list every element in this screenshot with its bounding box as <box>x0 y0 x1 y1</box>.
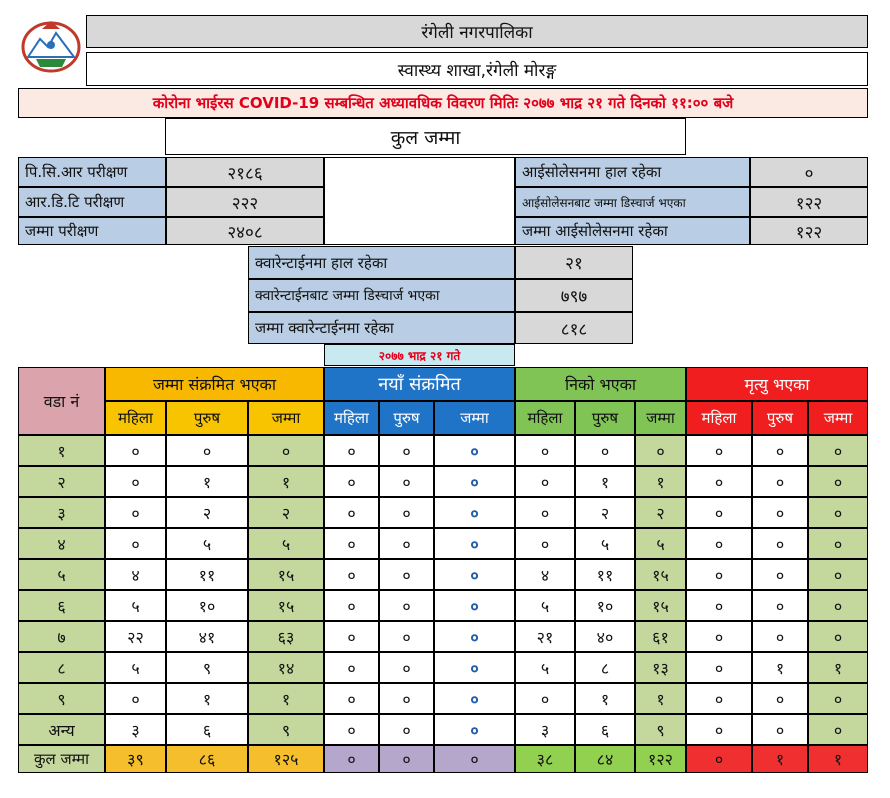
cell-deaths-total: ० <box>808 466 868 497</box>
cell-deaths-male: ० <box>752 621 808 652</box>
cell-recovered-male: ० <box>575 435 635 466</box>
cell-infected-female: ५ <box>105 652 166 683</box>
tests-total-value: २४०८ <box>166 217 324 245</box>
cell-new-male: ० <box>379 683 434 714</box>
total-deaths-female: ० <box>686 745 752 773</box>
cell-new-total: ० <box>434 621 515 652</box>
group-deaths: मृत्यु भएका <box>686 367 868 401</box>
cell-infected-female: ० <box>105 683 166 714</box>
cell-infected-female: २२ <box>105 621 166 652</box>
subheader-recovered-male: पुरुष <box>575 401 635 435</box>
subheader-new-male: पुरुष <box>379 401 434 435</box>
cell-infected-total: ५ <box>248 528 324 559</box>
cell-recovered-total: ५ <box>635 528 686 559</box>
cell-recovered-male: ५ <box>575 528 635 559</box>
cell-new-total: ० <box>434 652 515 683</box>
total-infected-male: ८६ <box>166 745 248 773</box>
cell-infected-total: १ <box>248 683 324 714</box>
cell-deaths-male: ० <box>752 466 808 497</box>
ward-cell: ८ <box>18 652 105 683</box>
cell-infected-total: १५ <box>248 590 324 621</box>
cell-new-male: ० <box>379 435 434 466</box>
cell-infected-male: ५ <box>166 528 248 559</box>
cell-deaths-male: ० <box>752 714 808 745</box>
cell-recovered-female: ० <box>515 528 575 559</box>
total-new-total: ० <box>434 745 515 773</box>
cell-new-female: ० <box>324 714 379 745</box>
cell-infected-total: ६३ <box>248 621 324 652</box>
cell-recovered-male: ६ <box>575 714 635 745</box>
cell-new-total: ० <box>434 559 515 590</box>
cell-new-female: ० <box>324 621 379 652</box>
group-new: नयाँ संक्रमित <box>324 367 515 401</box>
cell-deaths-total: ० <box>808 435 868 466</box>
cell-infected-male: २ <box>166 497 248 528</box>
cell-recovered-male: ११ <box>575 559 635 590</box>
quarantine-discharged-label: क्वारेन्टाईनबाट जम्मा डिस्चार्ज भएका <box>248 279 515 312</box>
quarantine-total-value: ८१८ <box>515 312 633 344</box>
cell-new-total: ० <box>434 590 515 621</box>
rdt-value: २२२ <box>166 187 324 217</box>
cell-recovered-female: २१ <box>515 621 575 652</box>
isolation-current-label: आईसोलेसनमा हाल रहेका <box>515 157 750 187</box>
isolation-discharged-label: आईसोलेसनबाट जम्मा डिस्चार्ज भएका <box>515 187 750 217</box>
cell-deaths-male: १ <box>752 652 808 683</box>
cell-infected-male: १ <box>166 466 248 497</box>
cell-deaths-total: ० <box>808 621 868 652</box>
ward-cell: ४ <box>18 528 105 559</box>
cell-infected-total: १४ <box>248 652 324 683</box>
cell-deaths-total: ० <box>808 714 868 745</box>
subheader-deaths-male: पुरुष <box>752 401 808 435</box>
cell-new-female: ० <box>324 528 379 559</box>
pcr-value: २१८६ <box>166 157 324 187</box>
cell-deaths-male: ० <box>752 497 808 528</box>
cell-new-total: ० <box>434 435 515 466</box>
ward-cell: ६ <box>18 590 105 621</box>
total-deaths-total: १ <box>808 745 868 773</box>
cell-infected-female: ० <box>105 466 166 497</box>
blank-box <box>324 157 515 245</box>
cell-recovered-total: १५ <box>635 559 686 590</box>
cell-infected-female: ० <box>105 435 166 466</box>
tests-total-label: जम्मा परीक्षण <box>18 217 166 245</box>
subheader-new-female: महिला <box>324 401 379 435</box>
cell-new-total: ० <box>434 683 515 714</box>
group-infected: जम्मा संक्रमित भएका <box>105 367 324 401</box>
cell-deaths-female: ० <box>686 621 752 652</box>
subheader-infected-female: महिला <box>105 401 166 435</box>
cell-infected-total: २ <box>248 497 324 528</box>
cell-deaths-total: ० <box>808 497 868 528</box>
cell-new-male: ० <box>379 497 434 528</box>
cell-deaths-female: ० <box>686 528 752 559</box>
cell-deaths-male: ० <box>752 590 808 621</box>
cell-deaths-female: ० <box>686 497 752 528</box>
quarantine-discharged-value: ७९७ <box>515 279 633 312</box>
isolation-total-value: १२२ <box>750 217 868 245</box>
cell-recovered-female: ३ <box>515 714 575 745</box>
cell-new-male: ० <box>379 652 434 683</box>
cell-recovered-female: ० <box>515 466 575 497</box>
cell-recovered-total: २ <box>635 497 686 528</box>
logo <box>18 17 84 75</box>
cell-deaths-female: ० <box>686 466 752 497</box>
cell-deaths-female: ० <box>686 683 752 714</box>
ward-cell: अन्य <box>18 714 105 745</box>
subheader-infected-male: पुरुष <box>166 401 248 435</box>
cell-recovered-total: १ <box>635 683 686 714</box>
cell-infected-female: ३ <box>105 714 166 745</box>
quarantine-current-value: २१ <box>515 246 633 279</box>
cell-deaths-male: ० <box>752 559 808 590</box>
cell-new-total: ० <box>434 497 515 528</box>
section-title: स्वास्थ्य शाखा,रंगेली मोरङ्ग <box>86 52 868 86</box>
ward-cell: १ <box>18 435 105 466</box>
subheader-new-total: जम्मा <box>434 401 515 435</box>
cell-deaths-female: ० <box>686 559 752 590</box>
cell-infected-male: ६ <box>166 714 248 745</box>
cell-recovered-total: ९ <box>635 714 686 745</box>
cell-infected-male: १ <box>166 683 248 714</box>
pcr-label: पि.सि.आर परीक्षण <box>18 157 166 187</box>
cell-new-male: ० <box>379 621 434 652</box>
cell-infected-male: ४१ <box>166 621 248 652</box>
cell-infected-female: ४ <box>105 559 166 590</box>
cell-new-female: ० <box>324 497 379 528</box>
cell-deaths-total: ० <box>808 683 868 714</box>
total-recovered-male: ८४ <box>575 745 635 773</box>
cell-recovered-total: ६१ <box>635 621 686 652</box>
cell-deaths-male: ० <box>752 435 808 466</box>
ward-cell: ९ <box>18 683 105 714</box>
cell-deaths-female: ० <box>686 590 752 621</box>
cell-new-total: ० <box>434 714 515 745</box>
cell-new-total: ० <box>434 528 515 559</box>
date-label: २०७७ भाद्र २१ गते <box>324 344 515 366</box>
cell-recovered-female: ५ <box>515 590 575 621</box>
cell-new-male: ० <box>379 528 434 559</box>
subheader-deaths-total: जम्मा <box>808 401 868 435</box>
quarantine-total-label: जम्मा क्वारेन्टाईनमा रहेका <box>248 312 515 344</box>
cell-recovered-female: ० <box>515 497 575 528</box>
cell-recovered-total: १३ <box>635 652 686 683</box>
cell-deaths-female: ० <box>686 652 752 683</box>
cell-infected-male: ० <box>166 435 248 466</box>
cell-infected-total: १ <box>248 466 324 497</box>
cell-recovered-male: ४० <box>575 621 635 652</box>
cell-recovered-female: ५ <box>515 652 575 683</box>
cell-recovered-total: ० <box>635 435 686 466</box>
total-new-male: ० <box>379 745 434 773</box>
total-recovered-total: १२२ <box>635 745 686 773</box>
isolation-current-value: ० <box>750 157 868 187</box>
cell-infected-total: ० <box>248 435 324 466</box>
cell-new-male: ० <box>379 559 434 590</box>
cell-infected-male: ११ <box>166 559 248 590</box>
ward-header: वडा नं <box>18 367 105 435</box>
cell-infected-male: ९ <box>166 652 248 683</box>
total-infected-total: १२५ <box>248 745 324 773</box>
nepal-emblem-icon <box>18 17 84 75</box>
total-infected-female: ३९ <box>105 745 166 773</box>
cell-recovered-female: ० <box>515 683 575 714</box>
cell-deaths-female: ० <box>686 435 752 466</box>
subheader-recovered-total: जम्मा <box>635 401 686 435</box>
cell-recovered-male: २ <box>575 497 635 528</box>
ward-cell: ५ <box>18 559 105 590</box>
total-heading: कुल जम्मा <box>165 118 686 155</box>
cell-recovered-male: १० <box>575 590 635 621</box>
rdt-label: आर.डि.टि परीक्षण <box>18 187 166 217</box>
isolation-total-label: जम्मा आईसोलेसनमा रहेका <box>515 217 750 245</box>
cell-infected-female: ५ <box>105 590 166 621</box>
subheader-recovered-female: महिला <box>515 401 575 435</box>
report-title: कोरोना भाईरस COVID-19 सम्बन्धित अध्यावधिक विवरण मितिः २०७७ भाद्र २१ गते दिनको ११:०० बजे <box>18 88 868 118</box>
cell-new-male: ० <box>379 714 434 745</box>
ward-cell: ७ <box>18 621 105 652</box>
cell-recovered-male: १ <box>575 683 635 714</box>
total-row-label: कुल जम्मा <box>18 745 105 773</box>
cell-deaths-female: ० <box>686 714 752 745</box>
cell-deaths-total: ० <box>808 559 868 590</box>
cell-deaths-total: ० <box>808 528 868 559</box>
cell-new-female: ० <box>324 683 379 714</box>
cell-recovered-male: १ <box>575 466 635 497</box>
cell-deaths-total: १ <box>808 652 868 683</box>
cell-new-female: ० <box>324 559 379 590</box>
cell-new-female: ० <box>324 590 379 621</box>
cell-deaths-total: ० <box>808 590 868 621</box>
cell-new-total: ० <box>434 466 515 497</box>
cell-infected-female: ० <box>105 497 166 528</box>
cell-new-male: ० <box>379 590 434 621</box>
isolation-discharged-value: १२२ <box>750 187 868 217</box>
total-new-female: ० <box>324 745 379 773</box>
cell-recovered-female: ४ <box>515 559 575 590</box>
cell-infected-total: ९ <box>248 714 324 745</box>
cell-recovered-female: ० <box>515 435 575 466</box>
cell-new-female: ० <box>324 652 379 683</box>
cell-new-female: ० <box>324 466 379 497</box>
subheader-deaths-female: महिला <box>686 401 752 435</box>
total-deaths-male: १ <box>752 745 808 773</box>
quarantine-current-label: क्वारेन्टाईनमा हाल रहेका <box>248 246 515 279</box>
group-recovered: निको भएका <box>515 367 686 401</box>
ward-cell: ३ <box>18 497 105 528</box>
ward-cell: २ <box>18 466 105 497</box>
municipality-title: रंगेली नगरपालिका <box>86 15 868 48</box>
cell-recovered-total: १५ <box>635 590 686 621</box>
cell-new-male: ० <box>379 466 434 497</box>
subheader-infected-total: जम्मा <box>248 401 324 435</box>
cell-infected-female: ० <box>105 528 166 559</box>
cell-recovered-total: १ <box>635 466 686 497</box>
cell-deaths-male: ० <box>752 528 808 559</box>
cell-recovered-male: ८ <box>575 652 635 683</box>
cell-infected-male: १० <box>166 590 248 621</box>
cell-deaths-male: ० <box>752 683 808 714</box>
cell-infected-total: १५ <box>248 559 324 590</box>
total-recovered-female: ३८ <box>515 745 575 773</box>
cell-new-female: ० <box>324 435 379 466</box>
